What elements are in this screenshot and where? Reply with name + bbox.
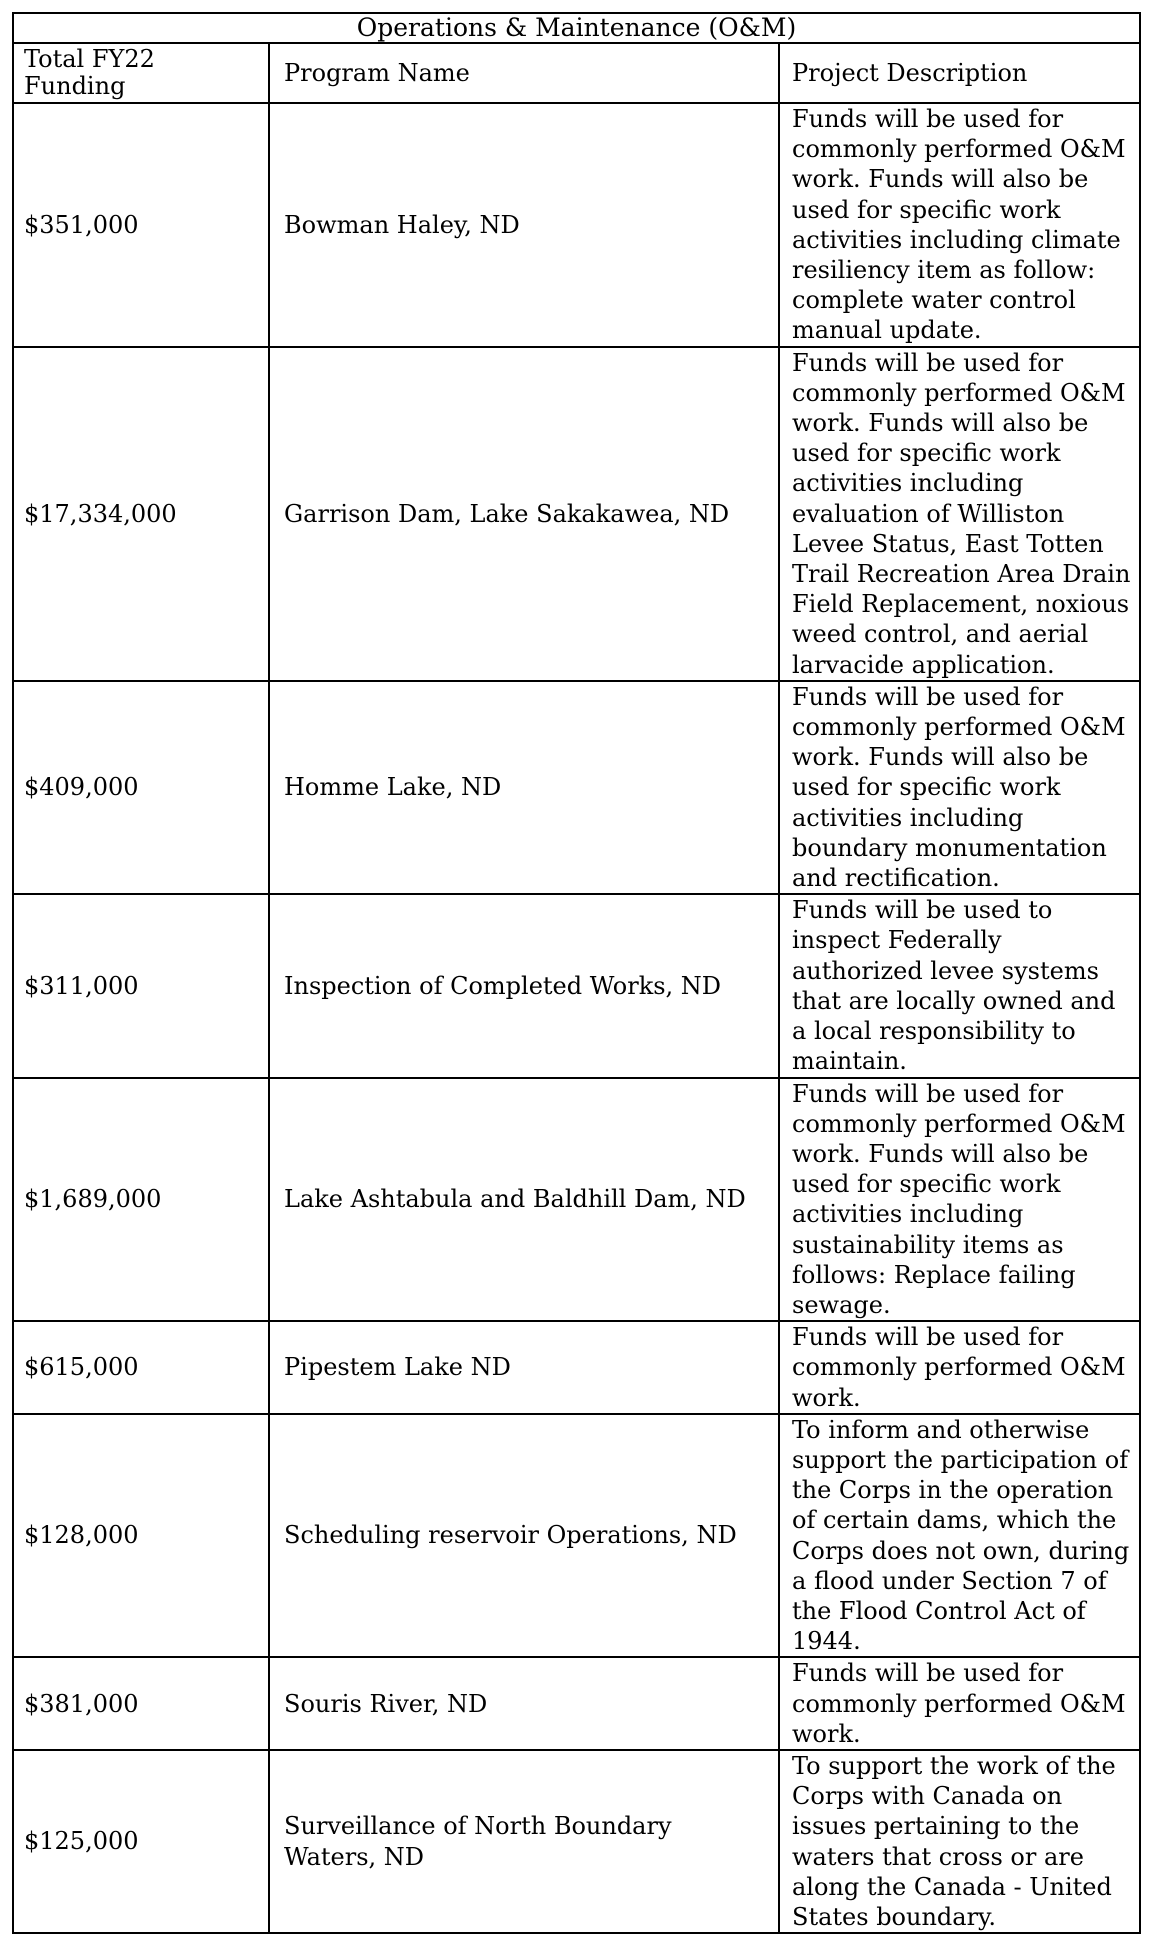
program-cell: Homme Lake, ND xyxy=(269,681,779,894)
table-row xyxy=(13,347,1140,681)
program-cell: Lake Ashtabula and Baldhill Dam, ND xyxy=(269,1078,779,1322)
description-cell: Funds will be used for commonly performed O&M work. Funds will also be used for specific work activities including evaluation of Williston Levee Status, East Totten Trail Recreation Area Drain Field Replacement, noxious weed control, and aerial larvacide application. xyxy=(779,347,1140,681)
program-cell: Surveillance of North Boundary Waters, ND xyxy=(269,1750,779,1933)
description-cell: To inform and otherwise support the participation of the Corps in the operation of certain dams, which the Corps does not own, during a flood under Section 7 of the Flood Control Act of 1944. xyxy=(779,1414,1140,1658)
program-cell: Souris River, ND xyxy=(269,1657,779,1750)
funding-cell: $615,000 xyxy=(13,1321,269,1414)
funding-cell: $17,334,000 xyxy=(13,347,269,681)
table-title: Operations & Maintenance (O&M) xyxy=(13,13,1140,43)
header-funding: Total FY22 Funding xyxy=(13,43,269,103)
description-cell: Funds will be used for commonly performed O&M work. Funds will also be used for specific work activities including climate resiliency item as follow: complete water control manual update. xyxy=(779,103,1140,347)
description-cell: Funds will be used for commonly performed O&M work. xyxy=(779,1657,1140,1750)
funding-cell: $128,000 xyxy=(13,1414,269,1658)
funding-cell: $351,000 xyxy=(13,103,269,347)
table-row xyxy=(13,103,1140,347)
om-funding-table xyxy=(12,12,1141,1934)
description-cell: Funds will be used for commonly performed O&M work. xyxy=(779,1321,1140,1414)
funding-cell: $381,000 xyxy=(13,1657,269,1750)
program-cell: Inspection of Completed Works, ND xyxy=(269,894,779,1077)
description-cell: To support the work of the Corps with Canada on issues pertaining to the waters that cross or are along the Canada - United States boundary. xyxy=(779,1750,1140,1933)
om-funding-table-container xyxy=(12,12,1139,1934)
funding-cell: $125,000 xyxy=(13,1750,269,1933)
description-cell: Funds will be used to inspect Federally authorized levee systems that are locally owned and a local responsibility to maintain. xyxy=(779,894,1140,1077)
table-row xyxy=(13,1657,1140,1750)
funding-cell: $311,000 xyxy=(13,894,269,1077)
program-cell: Pipestem Lake ND xyxy=(269,1321,779,1414)
table-row xyxy=(13,894,1140,1077)
description-cell: Funds will be used for commonly performed O&M work. Funds will also be used for specific work activities including boundary monumentation and rectification. xyxy=(779,681,1140,894)
table-row xyxy=(13,1078,1140,1322)
table-row xyxy=(13,1321,1140,1414)
description-cell: Funds will be used for commonly performed O&M work. Funds will also be used for specific work activities including sustainability items as follows: Replace failing sewage. xyxy=(779,1078,1140,1322)
program-cell: Bowman Haley, ND xyxy=(269,103,779,347)
program-cell: Garrison Dam, Lake Sakakawea, ND xyxy=(269,347,779,681)
funding-cell: $409,000 xyxy=(13,681,269,894)
table-row xyxy=(13,1414,1140,1658)
header-description: Project Description xyxy=(779,43,1140,103)
funding-cell: $1,689,000 xyxy=(13,1078,269,1322)
header-program: Program Name xyxy=(269,43,779,103)
program-cell: Scheduling reservoir Operations, ND xyxy=(269,1414,779,1658)
table-row xyxy=(13,1750,1140,1933)
table-row xyxy=(13,681,1140,894)
